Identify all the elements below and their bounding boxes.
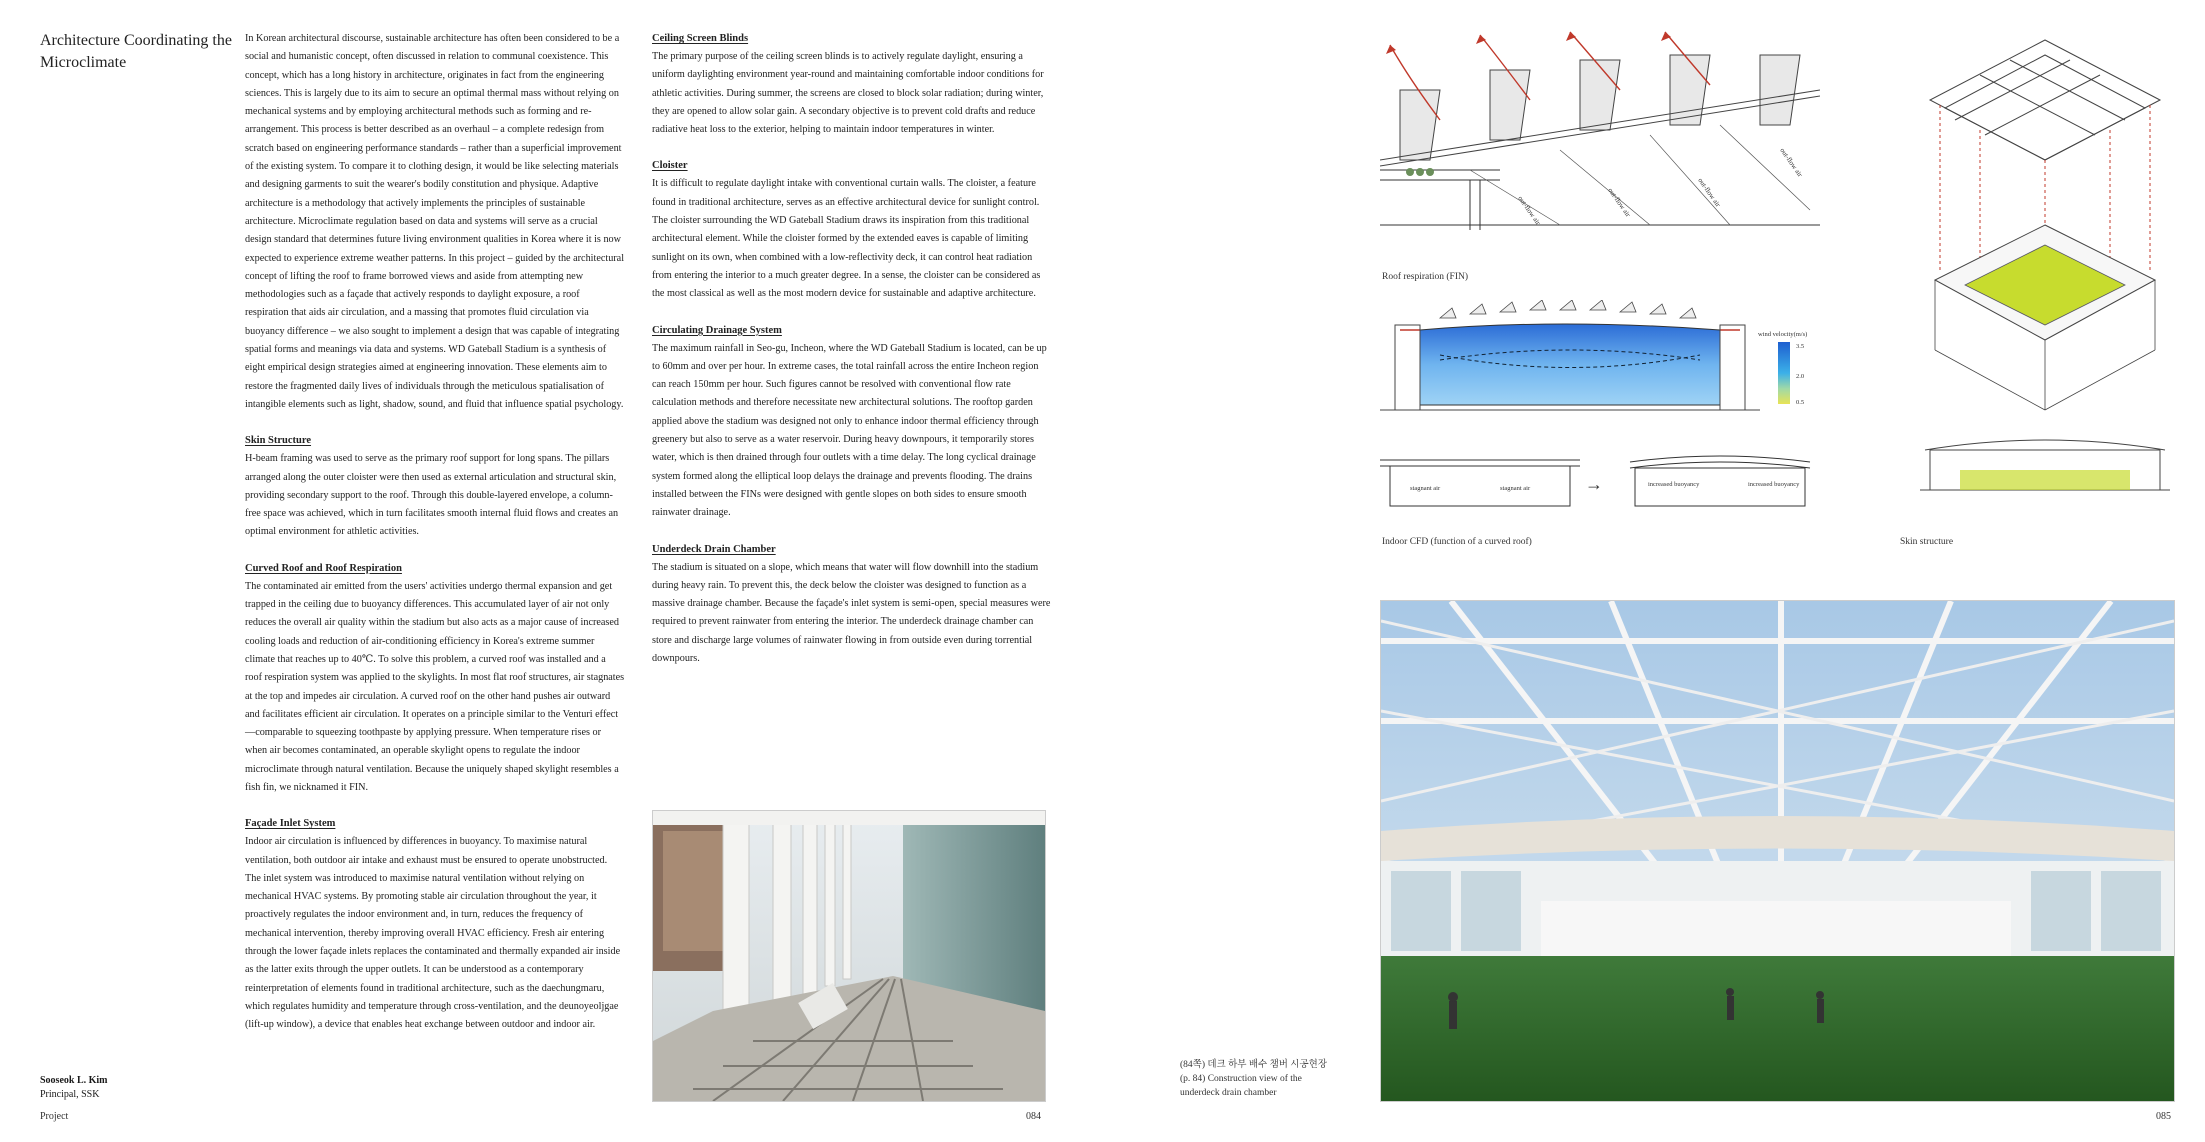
section-heading: Circulating Drainage System	[652, 324, 782, 336]
buoyancy-label: increased buoyancy	[1748, 481, 1800, 488]
interior-photo	[1380, 600, 2175, 1102]
section-drainage	[652, 322, 1052, 523]
text-column-right	[652, 30, 1052, 668]
legend-title: wind velocity(m/s)	[1758, 331, 1808, 338]
section-heading: Façade Inlet System	[245, 818, 336, 830]
section-heading: Curved Roof and Roof Respiration	[245, 562, 402, 574]
section-heading: Cloister	[652, 160, 688, 172]
text-column-left	[245, 30, 625, 1035]
buoyancy-comparison-diagram	[1380, 450, 1820, 510]
section-skin-structure	[245, 432, 625, 541]
section-heading: Skin Structure	[245, 435, 312, 447]
section-curved-roof	[245, 560, 625, 798]
page-title: Architecture Coordinating the Microclimate	[40, 32, 232, 71]
caption-skin-structure: Skin structure	[1900, 537, 1954, 547]
intro-paragraph: In Korean architectural discourse, sustainable architecture has often been considered to be a social and humanistic concept, often discussed in relation to communal coexistence. This concept, which has a long history in architecture, originates in fact from the engineering sciences. This is largely due to its aim to secure an optimal thermal mass without relying on mechanical systems and by employing architectural methods such as forming and re-arrangement. This process is better described as an overhaul – a complete redesign from scratch based on engineering performance standards – rather than a superficial improvement of the existing system. To compare it to clothing design, it would be like selecting materials and designing garments to suit the wearer's bodily constitution and physique. Adaptive architecture is a methodology that actively implements the principles of sustainable architecture. Microclimate regulation based on data and systems will serve as a crucial design standard that determines future living environment qualities in Korea where it is now expected to experience extreme weather patterns. In this project – guided by the architectural concept of lifting the roof to frame borrowed views and aside from attempting new methodologies such as a façade that actively responds to daylight exposure, a roof respiration that aids air circulation, and a massing that promotes fluid circulation via buoyancy difference – we also sought to implement a design that was capable of integrating spatial forms and meanings via data and systems. WD Gateball Stadium is a synthesis of eight empirical design strategies aimed at engineering innovation. These elements aim to restore the fragmented daily lives of individuals through the meticulous spatialisation of intangible elements such as light, shadow, sound, and fluid that influence spatial psychology.	[245, 33, 625, 410]
wind-legend-scale	[1778, 342, 1790, 404]
author-name: Sooseok L. Kim	[40, 1075, 108, 1086]
section-heading: Underdeck Drain Chamber	[652, 543, 776, 555]
air-label: out-flow air	[1516, 194, 1542, 227]
legend-value: 3.5	[1796, 343, 1805, 350]
cfd-section-diagram	[1380, 300, 1820, 430]
caption-korean: (84쪽) 데크 하부 배수 챔버 시공현장	[1180, 1060, 1328, 1070]
section-body: It is difficult to regulate daylight intake with conventional curtain walls. The cloister, a feature found in traditional architecture, serves as an effective architectural device for sunlight control. The cloister surrounding the WD Gateball Stadium draws its inspiration from this traditional architectural element. While the cloister formed by the extended eaves is capable of limiting sunlight on its own, when combined with a low-reflectivity deck, it can control heat radiation from entering the interior to a much greater degree. In a sense, the cloister can be considered as the most classical as well as the most modern device for sustainable and adaptive architecture.	[652, 178, 1041, 300]
section-cloister	[652, 157, 1052, 303]
section-facade-inlet	[245, 815, 625, 1034]
stagnant-label: stagnant air	[1500, 485, 1531, 492]
section-underdeck	[652, 541, 1052, 669]
section-body: The stadium is situated on a slope, which means that water will flow downhill into the stadium during heavy rain. To prevent this, the deck below the cloister was designed to function as a massive drainage chamber. Because the façade's inlet system is semi-open, special measures were required to prevent rainwater from entering the interior. The underdeck drainage chamber can store and discharge large volumes of rainwater flowing in from outside even during torrential downpours.	[652, 561, 1051, 665]
author-block	[40, 1074, 108, 1102]
buoyancy-label: increased buoyancy	[1648, 481, 1700, 488]
section-body: H-beam framing was used to serve as the primary roof support for long spans. The pillars arranged along the outer cloister were then used as external articulation and structural skin, providing secondary support to the roof. Through this double-layered envelope, a column-free space was achieved, which in turn facilitates smooth internal fluid flows and creates an optimal environment for athletic activities.	[245, 453, 619, 538]
air-label: out-flow air	[1696, 176, 1722, 209]
section-heading: Ceiling Screen Blinds	[652, 33, 749, 44]
section-body: The primary purpose of the ceiling screen blinds is to actively regulate daylight, ensuring a uniform daylighting environment year-round and maintaining comfortable indoor conditions for athletic activities. During summer, the screens are closed to block solar radiation; during winter, they are opened to allow solar gain. A secondary objective is to prevent cold drafts and reduce radiative heat loss to the exterior, helping to maintain indoor temperatures in winter.	[652, 51, 1044, 136]
skin-structure-diagram	[1920, 30, 2170, 510]
roof-respiration-diagram	[1380, 30, 1820, 260]
air-label: out-flow air	[1606, 186, 1632, 219]
author-role: Principal, SSK	[40, 1089, 100, 1100]
caption-english: (p. 84) Construction view of the underdeck drain chamber	[1180, 1074, 1302, 1098]
caption-roof-respiration: Roof respiration (FIN)	[1382, 272, 1469, 282]
legend-value: 0.5	[1796, 399, 1805, 406]
legend-value: 2.0	[1796, 373, 1805, 380]
page-number-right: 085	[2156, 1111, 2171, 1122]
section-body: The maximum rainfall in Seo-gu, Incheon, where the WD Gateball Stadium is located, can be up to 60mm and over per hour. In extreme cases, the total rainfall across the entire Incheon region can reach 150mm per hour. Such figures cannot be resolved with conventional flow rate calculation methods and therefore necessitate new architectural solutions. The rooftop garden applied above the stadium was designed not only to enhance indoor thermal efficiency through greenery but also to serve as a water reservoir. During heavy downpours, it temporarily stores water, which is then drained through four outlets with a time delay. The long cyclical drainage system formed along the elliptical loop delays the drainage and prevents flooding. The drains installed between the FINs were designed with gentle slopes on both sides to ensure smooth rainwater drainage.	[652, 342, 1047, 519]
section-body: Indoor air circulation is influenced by differences in buoyancy. To maximise natural ventilation, both outdoor air intake and exhaust must be ensured to operate unobstructed. The inlet system was introduced to maximise natural ventilation without relying on mechanical HVAC systems. By promoting stable air circulation throughout the year, it proactively regulates the indoor environment and, in turn, reduces the frequency of mechanical intervention, thereby improving overall HVAC efficiency. Fresh air entering through the lower façade inlets replaces the contaminated and thermally expanded air inside as the latter exits through the upper outlets. It can be understood as a contemporary reinterpretation of elements found in traditional architecture, such as the daechungmaru, which regulates humidity and temperature through cross-ventilation, and the deunoyeoljgae (lift-up window), a device that enables heat exchange between outdoor and indoor air.	[245, 836, 621, 1031]
air-label: out-flow air	[1778, 146, 1804, 179]
page-number-left: 084	[1026, 1111, 1041, 1122]
section-body: The contaminated air emitted from the users' activities undergo thermal expansion and get trapped in the ceiling due to buoyancy differences. This accumulated layer of air not only reduces the overall air quality within the stadium but also acts as a major cause of increased cooling loads and reduction of air-conditioning efficiency in Korea's extreme summer climate that reaches up to 40℃. To solve this problem, a curved roof was installed and a roof respiration system was applied to the skylights. In most flat roof structures, air stagnates at the top and impedes air circulation. A curved roof on the other hand pushes air outward and facilitates efficient air circulation. It operates on a principle similar to the Venturi effect—comparable to squeezing toothpaste by applying pressure. When temperature rises or when air becomes contaminated, an operable skylight opens to regulate the indoor microclimate through natural ventilation. Because the uniquely shaped skylight resembles a fish fin, we nicknamed it FIN.	[245, 580, 625, 793]
footer-section: Project	[40, 1111, 69, 1122]
construction-photo	[652, 810, 1046, 1102]
arrow-glyph: →	[1585, 474, 1603, 494]
section-ceiling-blinds	[652, 30, 1052, 139]
caption-indoor-cfd: Indoor CFD (function of a curved roof)	[1382, 537, 1532, 547]
stagnant-label: stagnant air	[1410, 485, 1441, 492]
caption-photo	[1180, 1058, 1330, 1100]
